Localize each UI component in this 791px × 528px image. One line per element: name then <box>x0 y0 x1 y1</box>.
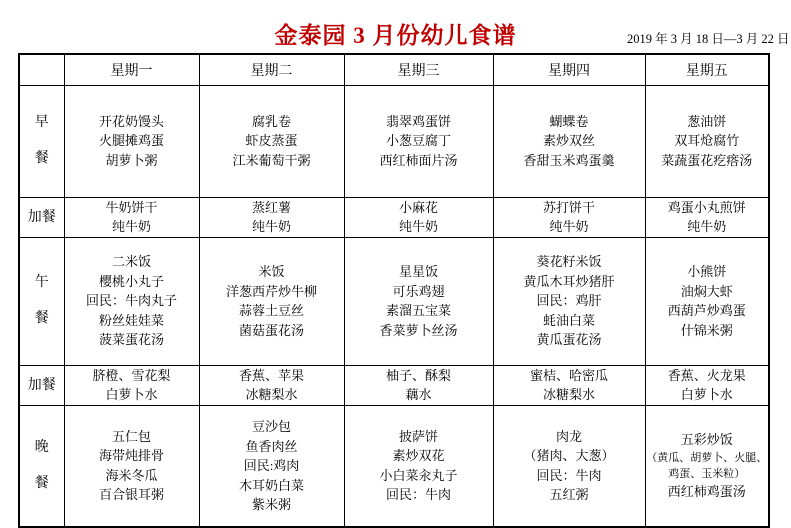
dish-line: 菠菜蛋花汤 <box>98 332 164 348</box>
dish-line: 火腿摊鸡蛋 <box>98 133 164 149</box>
dish-line: 鱼香肉丝 <box>245 438 298 454</box>
dish-line: 樱桃小丸子 <box>98 273 164 289</box>
dish-line: 脐橙、雪花梨 <box>92 367 171 383</box>
dish-line: 纯牛奶 <box>251 219 291 234</box>
meal-label-2 <box>19 237 64 365</box>
meal-label-line: 餐 <box>34 151 49 166</box>
dish-line: 小白菜汆丸子 <box>379 467 458 483</box>
dish-line: 黄瓜木耳炒猪肝 <box>523 273 615 289</box>
dish-line: 西红柿鸡蛋汤 <box>667 483 746 499</box>
meal-label-3 <box>19 365 64 405</box>
dish-line: 鸡蛋小丸煎饼 <box>667 199 746 215</box>
dish-line: 披萨饼 <box>398 428 438 444</box>
day-header-3: 星期三 <box>344 54 493 85</box>
meal-label-0 <box>19 85 64 197</box>
menu-cell-r0-c0 <box>64 85 199 197</box>
meal-label-line: 午 <box>34 275 49 290</box>
dish-line: 菌菇蛋花汤 <box>238 322 304 338</box>
dish-line: 米饭 <box>258 264 285 279</box>
dish-line: 香蕉、苹果 <box>238 367 304 383</box>
dish-line: 五彩炒饭 <box>680 432 733 448</box>
menu-cell-r0-c1 <box>199 85 344 197</box>
dish-line: 腐乳卷 <box>251 113 291 129</box>
dish-line: 二米饭 <box>111 254 151 270</box>
dish-line: 蚝油白菜 <box>542 312 595 328</box>
dish-line: 回民：牛肉 <box>536 467 602 483</box>
day-header-5: 星期五 <box>645 54 769 85</box>
dish-line: 回民：牛肉丸子 <box>85 293 177 309</box>
meal-label-4 <box>19 405 64 527</box>
dish-line: 苏打饼干 <box>542 199 595 215</box>
dish-line: 回民：牛肉 <box>385 487 451 503</box>
menu-cell-r2-c2 <box>344 237 493 365</box>
page-title: 金泰园 3 月份幼儿食谱 <box>274 23 517 48</box>
menu-cell-r2-c3 <box>493 237 645 365</box>
menu-cell-r2-c0 <box>64 237 199 365</box>
dish-line: 纯牛奶 <box>111 219 151 234</box>
dish-line: 白萝卜水 <box>105 387 158 402</box>
meal-row-0 <box>19 85 769 197</box>
dish-line: 柚子、酥梨 <box>385 367 451 383</box>
dish-line: 素溜五宝菜 <box>385 303 451 318</box>
dish-line: 虾皮蒸蛋 <box>245 133 298 149</box>
dish-line: 纯牛奶 <box>549 219 589 234</box>
dish-line: 豆沙包 <box>251 419 291 434</box>
dish-line: 五红粥 <box>549 487 589 503</box>
dish-line: 纯牛奶 <box>687 219 727 234</box>
dish-line: 鸡蛋、玉米粒） <box>668 467 746 480</box>
dish-line: 蜜桔、哈密瓜 <box>529 367 608 383</box>
menu-cell-r3-c3 <box>493 365 645 405</box>
dish-line: 开花奶馒头 <box>98 113 164 129</box>
meal-label-line: 加餐 <box>27 377 56 393</box>
dish-line: 小葱豆腐丁 <box>385 133 451 149</box>
menu-cell-r0-c2 <box>344 85 493 197</box>
dish-line: （黄瓜、胡萝卜、火腿、 <box>646 451 768 464</box>
menu-cell-r1-c3 <box>493 197 645 237</box>
dish-line: 海带炖排骨 <box>98 448 164 464</box>
corner-cell <box>19 54 64 85</box>
dish-line: 蒜蓉土豆丝 <box>238 303 304 318</box>
meal-row-3 <box>19 365 769 405</box>
dish-line: 翡翠鸡蛋饼 <box>385 113 451 129</box>
menu-cell-r0-c3 <box>493 85 645 197</box>
dish-line: 回民：鸡肝 <box>536 293 602 309</box>
dish-line: 藕水 <box>405 387 432 402</box>
menu-cell-r3-c4 <box>645 365 769 405</box>
dish-line: 星星饭 <box>398 264 438 279</box>
menu-cell-r2-c1 <box>199 237 344 365</box>
dish-line: 粉丝娃娃菜 <box>98 312 164 328</box>
day-header-1: 星期一 <box>64 54 199 85</box>
menu-cell-r3-c0 <box>64 365 199 405</box>
dish-line: 牛奶饼干 <box>105 199 158 215</box>
menu-table-body <box>19 54 769 527</box>
dish-line: 黄瓜蛋花汤 <box>536 332 602 348</box>
menu-cell-r1-c0 <box>64 197 199 237</box>
menu-cell-r4-c1 <box>199 405 344 527</box>
menu-cell-r4-c3 <box>493 405 645 527</box>
dish-line: 西葫芦炒鸡蛋 <box>667 303 746 318</box>
meal-label-line: 晚 <box>34 439 49 455</box>
dish-line: 胡萝卜粥 <box>105 152 158 168</box>
dish-line: 冰糖梨水 <box>542 387 595 402</box>
menu-cell-r1-c4 <box>645 197 769 237</box>
dish-line: 冰糖梨水 <box>245 387 298 402</box>
dish-line: 素炒双花 <box>392 448 445 464</box>
dish-line: 香甜玉米鸡蛋羹 <box>523 152 615 168</box>
meal-row-4 <box>19 405 769 527</box>
day-header-4: 星期四 <box>493 54 645 85</box>
dish-line: 洋葱西芹炒牛柳 <box>225 283 317 299</box>
dish-line: 小麻花 <box>398 199 438 215</box>
dish-line: 油焖大虾 <box>680 283 733 299</box>
dish-line: （猪肉、大葱） <box>523 448 615 464</box>
dish-line: 蒸红薯 <box>251 199 291 215</box>
dish-line: 西红柿面片汤 <box>379 152 458 168</box>
meal-label-line: 餐 <box>34 311 49 326</box>
dish-line: 五仁包 <box>111 428 151 444</box>
menu-cell-r0-c4 <box>645 85 769 197</box>
dish-line: 双耳炝腐竹 <box>674 133 740 149</box>
meal-label-1 <box>19 197 64 237</box>
menu-cell-r4-c2 <box>344 405 493 527</box>
menu-cell-r3-c1 <box>199 365 344 405</box>
dish-line: 回民:鸡肉 <box>243 458 300 473</box>
dish-line: 紫米粥 <box>251 497 291 512</box>
menu-cell-r1-c1 <box>199 197 344 237</box>
dish-line: 葵花籽米饭 <box>536 254 602 270</box>
meal-row-2 <box>19 237 769 365</box>
dish-line: 香蕉、火龙果 <box>667 367 746 383</box>
dish-line: 白萝卜水 <box>680 387 733 402</box>
dish-line: 蝴蝶卷 <box>549 113 589 129</box>
menu-cell-r1-c2 <box>344 197 493 237</box>
meal-row-1 <box>19 197 769 237</box>
dish-line: 可乐鸡翅 <box>392 283 445 299</box>
dish-line: 什锦米粥 <box>680 322 733 338</box>
dish-line: 小熊饼 <box>687 264 727 279</box>
menu-cell-r2-c4 <box>645 237 769 365</box>
dish-line: 肉龙 <box>555 428 582 444</box>
dish-line: 百合银耳粥 <box>98 487 164 503</box>
dish-line: 海米冬瓜 <box>105 467 158 483</box>
dish-line: 纯牛奶 <box>398 219 438 234</box>
dish-line: 江米葡萄干粥 <box>232 152 311 168</box>
dish-line: 香菜萝卜丝汤 <box>379 322 458 338</box>
date-range: 2019 年 3 月 18 日—3 月 22 日 <box>627 32 790 46</box>
dish-line: 素炒双丝 <box>542 133 595 149</box>
dish-line: 菜蔬蛋花疙瘩汤 <box>661 152 753 168</box>
menu-cell-r3-c2 <box>344 365 493 405</box>
meal-label-line: 早 <box>34 115 49 130</box>
meal-label-line: 餐 <box>34 475 49 491</box>
day-header-2: 星期二 <box>199 54 344 85</box>
dish-line: 木耳奶白菜 <box>238 477 304 493</box>
menu-table <box>18 53 770 528</box>
dish-line: 葱油饼 <box>687 113 727 129</box>
menu-cell-r4-c0 <box>64 405 199 527</box>
meal-label-line: 加餐 <box>27 209 56 225</box>
menu-cell-r4-c4 <box>645 405 769 527</box>
